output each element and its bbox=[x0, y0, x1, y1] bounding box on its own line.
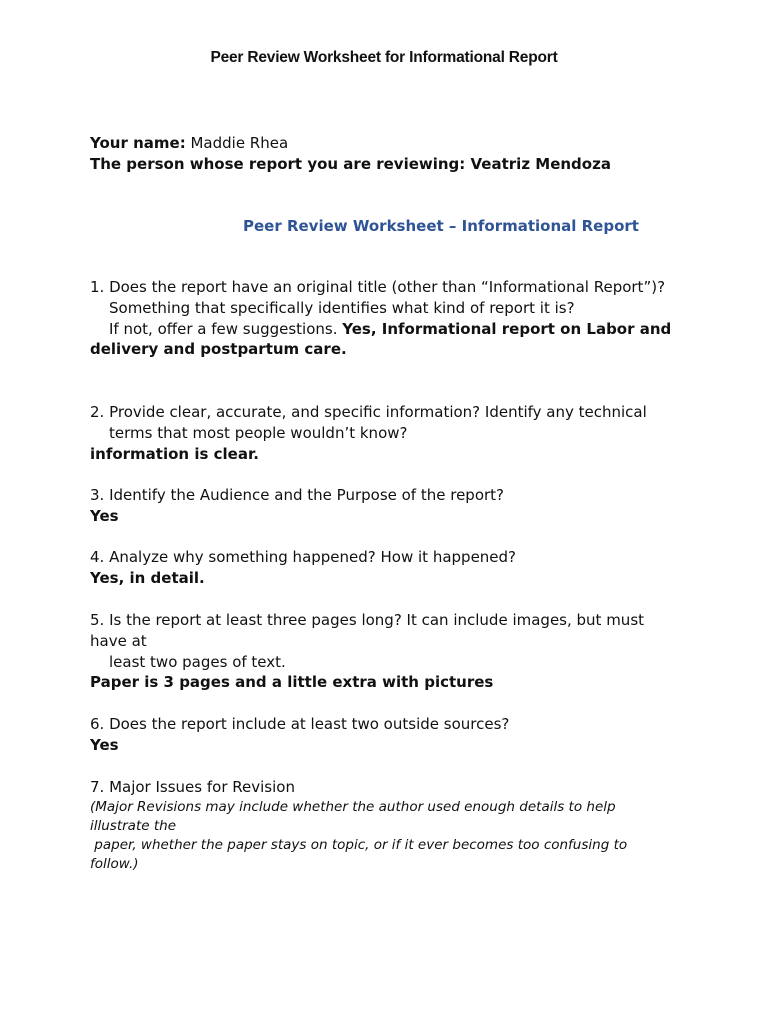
document-title: Peer Review Worksheet for Informational Report bbox=[210, 49, 558, 66]
q1-line-1: 1. Does the report have an original title (other than “Informational Report”)? bbox=[90, 278, 666, 296]
q1-answer-part-2: delivery and postpartum care. bbox=[90, 340, 347, 359]
q4-answer: Yes, in detail. bbox=[90, 568, 205, 587]
q6-line-1: 6. Does the report include at least two outside sources? bbox=[90, 715, 510, 733]
q1-line-2: Something that specifically identifies what kind of report it is? bbox=[109, 298, 575, 317]
q3-answer: Yes bbox=[90, 506, 119, 525]
q2-line-1: 2. Provide clear, accurate, and specific information? Identify any technical bbox=[90, 403, 647, 421]
question-3 bbox=[90, 485, 690, 527]
q7-note-line-4: follow.) bbox=[90, 855, 139, 872]
reviewee-label: The person whose report you are reviewing: bbox=[90, 154, 466, 173]
reviewee-value: Veatriz Mendoza bbox=[465, 154, 611, 173]
question-4 bbox=[90, 547, 690, 589]
q5-answer: Paper is 3 pages and a little extra with pictures bbox=[90, 673, 494, 692]
reviewer-info bbox=[90, 133, 690, 175]
q1-line-3 bbox=[90, 319, 690, 340]
q2-answer: information is clear. bbox=[90, 444, 259, 463]
q5-line-2: have at bbox=[90, 631, 147, 650]
q1-line-3-text: If not, offer a few suggestions. bbox=[109, 319, 343, 338]
q5-line-1: 5. Is the report at least three pages long? It can include images, but must bbox=[90, 611, 645, 629]
q6-answer: Yes bbox=[90, 735, 119, 754]
q7-note-line-1: (Major Revisions may include whether the author used enough details to help bbox=[90, 798, 616, 815]
your-name-value: Maddie Rhea bbox=[185, 134, 289, 152]
q7-note bbox=[90, 798, 680, 874]
reviewee-line bbox=[90, 154, 690, 175]
q5-line-3: least two pages of text. bbox=[109, 652, 286, 671]
q7-note-line-3: paper, whether the paper stays on topic, or if it ever becomes too confusing to bbox=[90, 836, 628, 853]
question-6 bbox=[90, 714, 690, 756]
q4-line-1: 4. Analyze why something happened? How it happened? bbox=[90, 548, 517, 566]
your-name-label: Your name: bbox=[90, 134, 186, 152]
question-5 bbox=[90, 610, 690, 693]
question-7 bbox=[90, 777, 690, 874]
question-1 bbox=[90, 277, 690, 360]
q7-note-line-2: illustrate the bbox=[90, 817, 177, 834]
worksheet-heading: Peer Review Worksheet – Informational Report bbox=[243, 217, 639, 235]
q3-line-1: 3. Identify the Audience and the Purpose of the report? bbox=[90, 486, 505, 504]
q1-answer-part-1: Yes, Informational report on Labor and bbox=[342, 319, 672, 338]
your-name-line bbox=[90, 133, 690, 154]
q2-line-2: terms that most people wouldn’t know? bbox=[109, 423, 408, 442]
q7-line-1: 7. Major Issues for Revision bbox=[90, 778, 295, 796]
question-2 bbox=[90, 402, 690, 464]
